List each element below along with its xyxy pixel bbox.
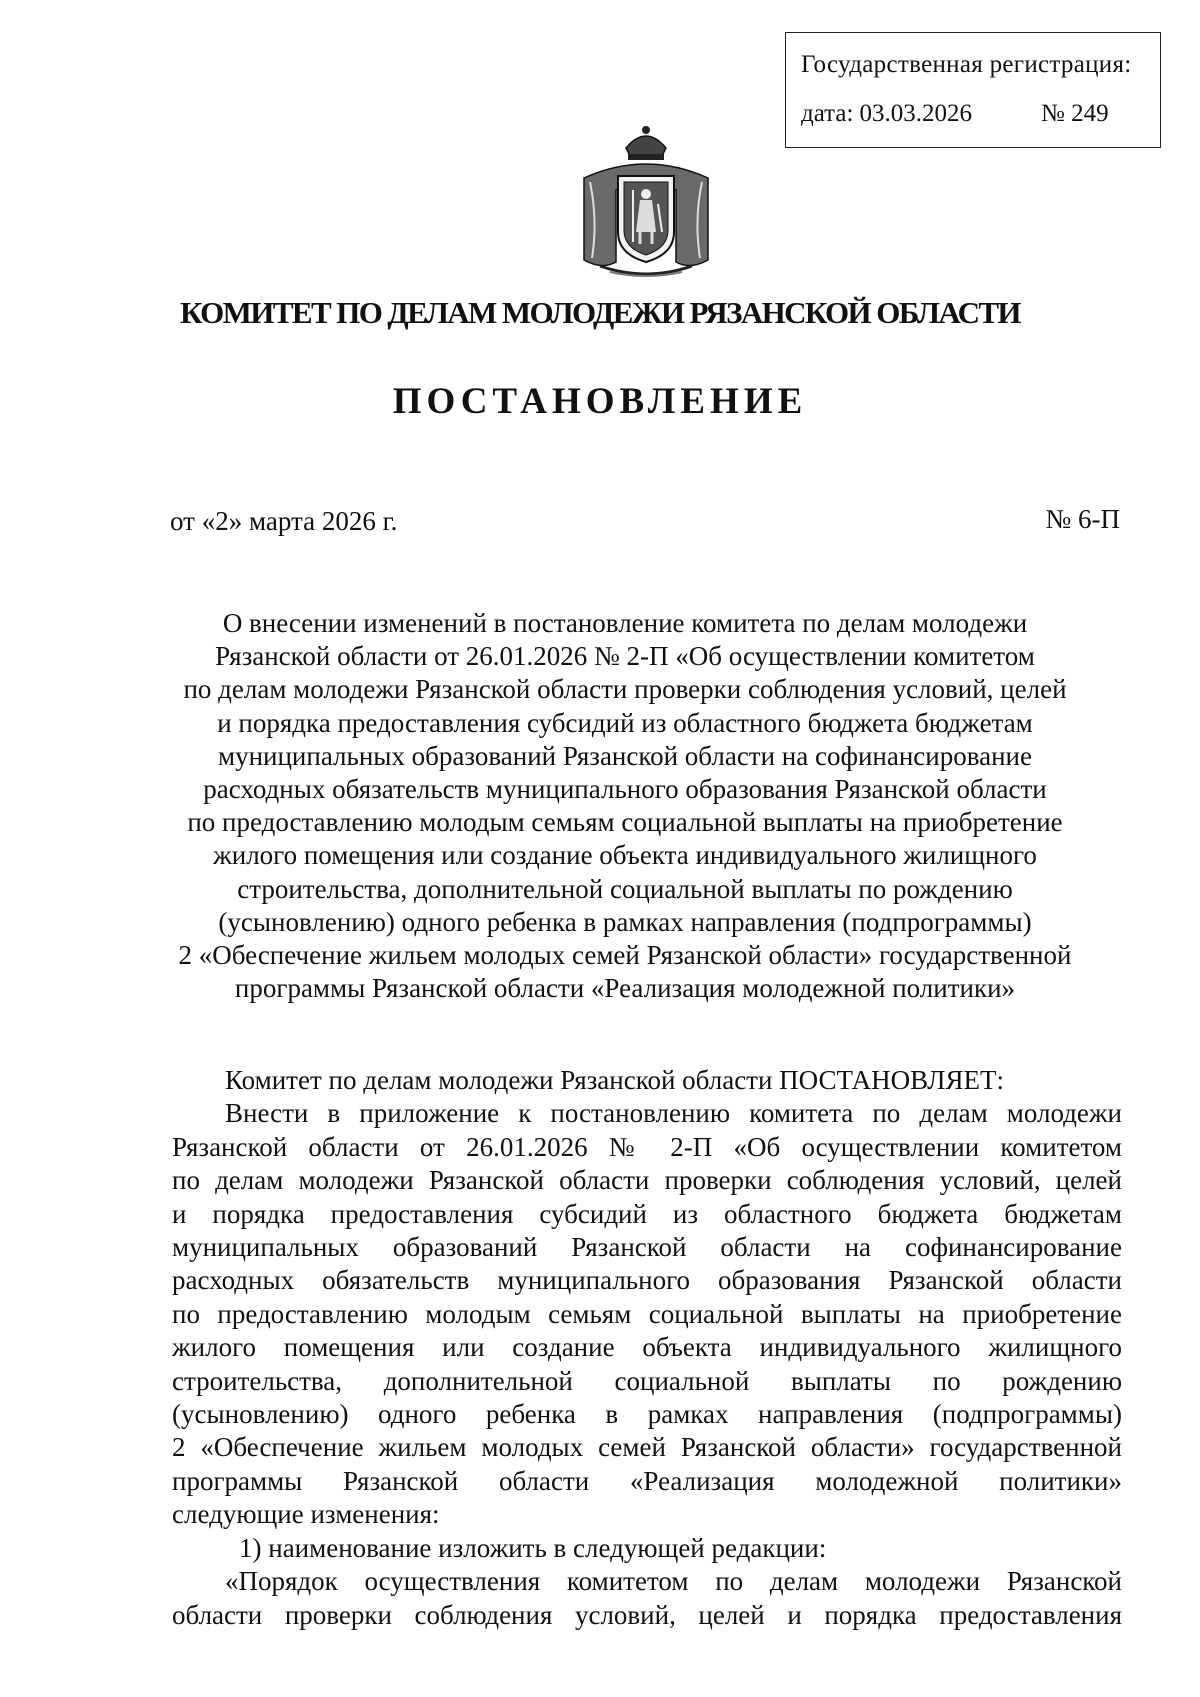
body-line: жилого помещения или создание объекта индивидуального жилищного [172,1332,1122,1363]
registration-date-line [801,101,972,126]
body-line: по делам молодежи Рязанской области проверки соблюдения условий, целей [172,1165,1122,1196]
body-line: программы Рязанской области «Реализация молодежной политики» [172,1465,1122,1496]
registration-number: № 249 [1041,100,1109,127]
registration-title: Государственная регистрация: [801,51,1132,78]
document-date: от «2» марта 2026 г. [170,506,398,536]
subject-line: жилого помещения или создание объекта индивидуального жилищного [213,840,1037,871]
subject-line: муниципальных образований Рязанской области на софинансирование [217,740,1032,771]
subject-line: (усыновлению) одного ребенка в рамках направления (подпрограммы) [218,906,1032,937]
registration-stamp [785,32,1161,148]
body-line: Рязанской области от 26.01.2026 № 2-П «Об осуществлении комитетом [172,1131,1122,1162]
body-line: и порядка предоставления субсидий из областного бюджета бюджетам [172,1198,1122,1229]
document-type-title: ПОСТАНОВЛЕНИЕ [392,381,808,422]
subject-line: по делам молодежи Рязанской области проверки соблюдения условий, целей [183,674,1067,705]
quote-line: области проверки соблюдения условий, целей и порядка предоставления [172,1599,1122,1630]
body-line: по предоставлению молодым семьям социальной выплаты на приобретение [172,1298,1122,1329]
body-line-last: следующие изменения: [172,1499,440,1530]
ryazan-coat-of-arms-icon [570,120,722,280]
subject-line: по предоставлению молодым семьям социальной выплаты на приобретение [187,807,1063,838]
subject-line: строительства, дополнительной социальной выплаты по рождению [237,873,1013,904]
body-line: 2 «Обеспечение жильем молодых семей Рязанской области» государственной [172,1432,1122,1463]
body-line: муниципальных образований Рязанской области на софинансирование [172,1232,1122,1263]
list-item-1: 1) наименование изложить в следующей редакции: [239,1532,827,1563]
subject-line: программы Рязанской области «Реализация молодежной политики» [234,973,1016,1004]
body-line: (усыновлению) одного ребенка в рамках направления (подпрограммы) [172,1399,1122,1430]
body-line: строительства, дополнительной социальной выплаты по рождению [172,1365,1122,1396]
subject-line: и порядка предоставления субсидий из областного бюджета бюджетам [217,707,1033,738]
subject-line: Рязанской области от 26.01.2026 № 2-П «Об осуществлении комитетом [215,641,1035,672]
subject-line: О внесении изменений в постановление комитета по делам молодежи [222,608,1028,638]
body-line: расходных обязательств муниципального образования Рязанской области [172,1265,1122,1296]
body-line: Внести в приложение к постановлению комитета по делам молодежи [225,1098,1122,1129]
registration-date-label: дата: [801,100,854,127]
subject-line: 2 «Обеспечение жильем молодых семей Рязанской области» государственной [178,940,1072,971]
resolves-line: Комитет по делам молодежи Рязанской области ПОСТАНОВЛЯЕТ: [225,1065,1004,1095]
document-number: № 6-П [1045,504,1120,534]
committee-name: КОМИТЕТ ПО ДЕЛАМ МОЛОДЕЖИ РЯЗАНСКОЙ ОБЛАСТИ [180,295,1020,330]
quote-line: «Порядок осуществления комитетом по делам молодежи Рязанской [225,1566,1122,1597]
document-body [172,1064,1122,1632]
subject-line: расходных обязательств муниципального образования Рязанской области [203,774,1047,805]
registration-date: 03.03.2026 [859,100,972,127]
document-subject [150,607,1100,1005]
